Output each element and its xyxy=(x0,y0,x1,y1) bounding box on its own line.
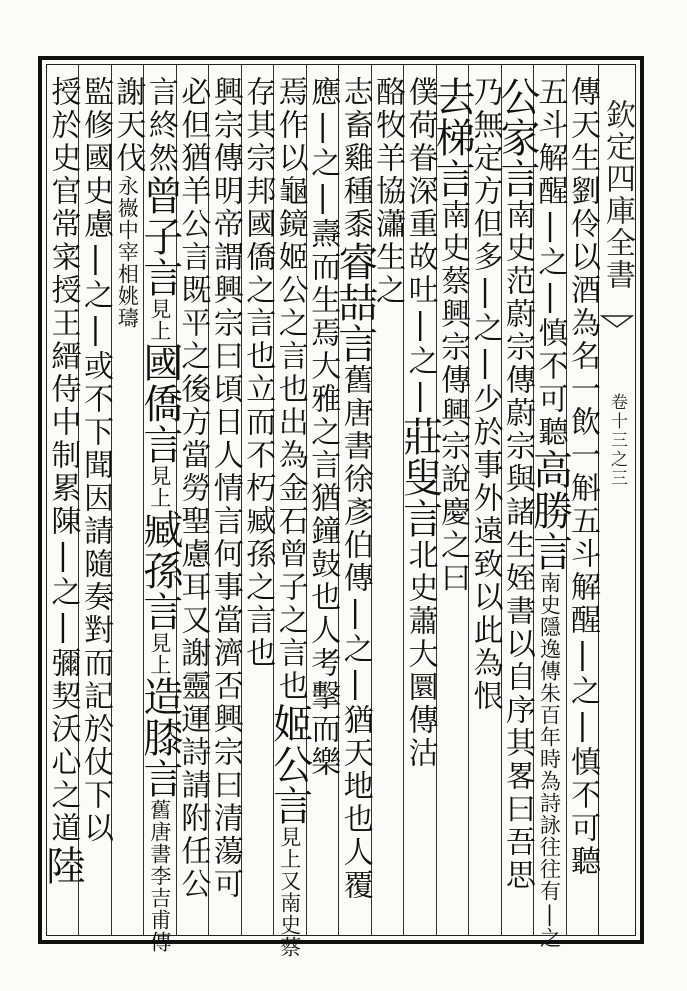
text-column xyxy=(467,76,503,928)
text-column xyxy=(110,76,146,928)
entry-heading: 睿喆言 xyxy=(331,241,378,364)
page-number xyxy=(600,770,634,810)
body-text: 傳天生劉伶以酒為名一飲一斛五斗解醒|之|慎不可聽 xyxy=(564,76,600,878)
text-column xyxy=(39,76,86,928)
source-note: 南史隱逸傳朱百年時為詩詠往往有|之 xyxy=(537,572,562,949)
entry-heading: 國僑言 xyxy=(136,342,183,465)
text-column xyxy=(526,76,573,949)
body-text: 言終然 xyxy=(142,76,178,175)
text-column xyxy=(494,76,541,928)
text-column xyxy=(77,76,113,928)
text-column xyxy=(266,76,313,958)
source-note: 永嶶中宰相姚璹 xyxy=(115,175,140,329)
entry-heading: 莊叟言 xyxy=(396,416,443,539)
text-column xyxy=(331,76,378,928)
entry-heading: 高勝言 xyxy=(526,449,573,572)
entry-heading: 造膝言 xyxy=(136,676,183,799)
text-column xyxy=(136,76,183,953)
volume-label: 卷十三之三 xyxy=(607,392,627,488)
source-note: 見上 xyxy=(147,298,172,342)
text-column xyxy=(207,76,243,928)
body-text: 舊唐書徐彥伯傳|之|猶天地也人覆 xyxy=(337,364,373,902)
body-text: 監修國史慮|之|或不下聞因請隨奏對而記於仗下以 xyxy=(77,76,113,845)
entry-heading: 姬公言 xyxy=(266,703,313,826)
body-text: 乃無定方但多|之|少於事外遠致以此為恨 xyxy=(467,76,503,713)
body-text: 酪牧羊協瀟生之 xyxy=(370,76,406,307)
book-title: 欽定四庫全書 xyxy=(600,99,635,291)
body-text: 存其宗邦國僑之言也立而不朽臧孫之言也 xyxy=(240,76,276,670)
entry-heading: 去梯言 xyxy=(429,76,476,199)
body-text: 志畜雞種黍 xyxy=(337,76,373,241)
body-text: 謝天伐 xyxy=(110,76,146,175)
text-column xyxy=(396,76,443,928)
entry-heading: 臧孫言 xyxy=(136,509,183,632)
fish-tail-mark xyxy=(600,316,634,328)
body-text: 授於史官常寀授王縉侍中制累陳|之|彌契沃心之道 xyxy=(45,76,81,845)
body-text: 必但猶羊公言既平之後方當勞聖慮耳又謝靈運詩請附任公 xyxy=(175,76,211,901)
entry-heading: 曾子言 xyxy=(136,175,183,298)
body-text: 僕荷眷深重故吐|之| xyxy=(402,76,438,416)
body-text: 應|之| xyxy=(305,76,341,218)
text-column xyxy=(370,76,406,928)
source-note: 見上 xyxy=(147,465,172,509)
body-text: 北史蕭大圜傳沽 xyxy=(402,539,438,770)
body-text: 五斗解醒|之|慎不可聽 xyxy=(532,76,568,449)
source-note: 見上又南史蔡 xyxy=(277,826,302,958)
text-column xyxy=(240,76,276,928)
entry-heading: 陸 xyxy=(39,845,86,886)
entry-heading: 公家言 xyxy=(494,76,541,199)
source-note: 舊唐書李吉甫傳 xyxy=(147,799,172,953)
body-text: 焉作以龜鏡姬公之言也出為金石曾子之言也 xyxy=(272,76,308,703)
body-text: 燾而生焉大雅之言猶鐘鼓也人考擊而樂 xyxy=(305,218,341,779)
body-text: 南史蔡興宗傳興宗說慶之曰 xyxy=(435,199,471,595)
body-text: 興宗傳明帝謂興宗曰頃日人情言何事當濟否興宗曰清蕩可 xyxy=(207,76,243,901)
body-text: 南史范蔚宗傳蔚宗與諸生姪書以自序其畧曰吾思 xyxy=(500,199,536,892)
source-note: 見上 xyxy=(147,632,172,676)
